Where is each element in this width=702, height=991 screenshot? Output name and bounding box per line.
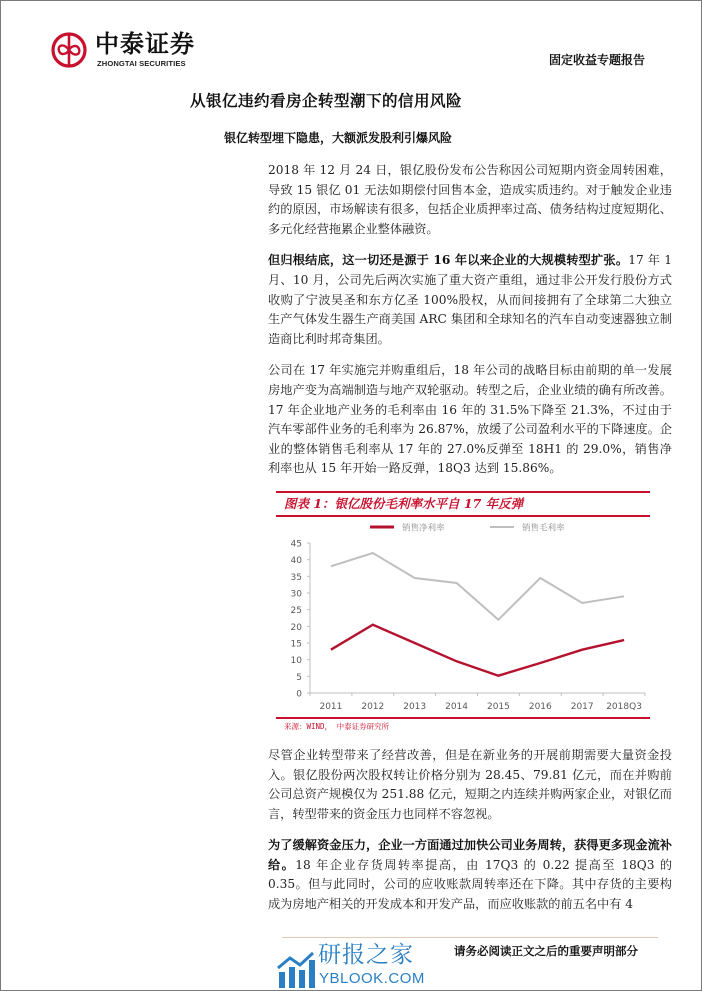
y-axis [291,539,310,699]
x-tick-label: 2013 [403,701,427,712]
zhongtai-logo-icon [51,32,87,68]
y-tick-label: 25 [290,606,302,617]
rising-chart-icon [276,950,316,988]
series-line-net-margin [331,625,624,676]
x-tick-label: 2018Q3 [606,701,642,712]
chart-legend [370,522,565,533]
footer-rule [282,937,658,938]
report-type-label: 固定收益专题报告 [548,53,645,67]
watermark-chinese: 研报之家 [318,942,414,968]
y-tick-label: 0 [296,689,302,700]
y-tick-label: 10 [290,656,302,667]
watermark-english: YBLOOK.COM [319,970,425,987]
y-tick-label: 5 [296,672,302,683]
x-tick-label: 2015 [486,701,510,712]
company-logo [45,28,225,72]
watermark-logo [276,942,446,988]
legend-label: 销售净利率 [402,523,445,534]
page-title: 从银亿违约看房企转型潮下的信用风险 [190,91,463,110]
paragraph-text: 18 年企业存货周转率提高，由 17Q3 的 0.22 提高至 18Q3 的 0.35。但与此同时，公司的应收账款周转率还在下降。其中存货的主要构成为房地产相关的开发成本和开发产品，而应收账款的前五名中有 4 [268,857,673,912]
paragraph-text: 尽管企业转型带来了经营改善，但是在新业务的开展前期需要大量资金投入。银亿股份两次股权转让价格分别为 28.45、79.81 亿元，而在并购前公司总资产规模仅为 251.88 亿元，短期之内连续并购两家企业，对银亿而言，转型带来的资金压力也同样不容忽视。 [268,747,672,821]
paragraph-2 [268,251,672,349]
figure-top-rule [276,491,650,493]
paragraph-3 [268,361,672,479]
y-tick-label: 15 [290,639,302,650]
paragraph-lead: 但归根结底，这一切还是源于 16 年以来企业的大规模转型扩张。 [268,253,629,268]
legend-label: 销售毛利率 [522,523,565,534]
margin-line-chart [270,517,655,717]
figure-bottom-rule [276,717,650,719]
y-tick-label: 35 [290,572,302,583]
logo-english-name: ZHONGTAI SECURITIES [97,59,186,68]
y-tick-label: 45 [290,539,302,550]
paragraph-4 [268,746,672,824]
series-line-gross-margin [331,553,624,620]
section-subtitle: 银亿转型埋下隐患，大额派发股利引爆风险 [224,131,453,145]
figure [268,491,672,732]
x-tick-label: 2012 [361,701,385,712]
x-axis [310,693,645,712]
figure-source: 来源：WIND， 中泰证券研究所 [284,721,390,731]
paragraph-text: 公司在 17 年实施完并购重组后，18 年公司的战略目标由前期的单一发展房地产变为高端制造与地产双轮驱动。转型之后，企业业绩的确有所改善。17 年企业地产业务的毛利率由 16 年的 31.5%下降至 21.3%，不过由于汽车零部件业务的毛利率为 26.87%，放缓了公司盈利水平的下降速度。企业的整体销售毛利率从 17 年的 27.0%反弹至 18H1 的 29.0%，销售净利率也从 15 年开始一路反弹，18Q3 达到 15.86%。 [268,363,672,476]
paragraph-text: 2018 年 12 月 24 日，银亿股份发布公告称因公司短期内资金周转困难，导致 15 银亿 01 无法如期偿付回售本金，造成实质违约。对于触发企业违约的原因，市场解读有很多，包括企业质押率过高、债务结构过度短期化、多元化经营拖累企业整体融资。 [268,163,672,236]
paragraph-1 [268,161,672,239]
disclaimer-note: 请务必阅读正文之后的重要声明部分 [454,944,638,958]
paragraph-5 [268,836,672,914]
x-tick-label: 2011 [319,701,343,712]
body-column [268,161,672,927]
paragraph-text: 17 年 1 月、10 月，公司先后两次实施了重大资产重组，通过非公开发行股份方式收购了宁波昊圣和东方亿圣 100%股权，从而间接拥有了全球第二大独立生产气体发生器生产商美国 ARC 集团和全球知名的汽车自动变速器独立制造商比利时邦奇集团。 [268,253,672,346]
paragraph-lead: 为了缓解资金压力，企业一方面通过加快公司业务周转，获得更多现金流补给。 [268,838,672,872]
logo-chinese-name: 中泰证券 [95,30,195,58]
y-tick-label: 20 [290,622,302,633]
y-tick-label: 40 [290,556,302,567]
x-tick-label: 2014 [445,701,469,712]
x-tick-label: 2016 [528,701,552,712]
figure-title: 图表 1：银亿股份毛利率水平自 17 年反弹 [284,495,524,511]
y-tick-label: 30 [290,589,302,600]
chart-series [331,553,624,676]
x-tick-label: 2017 [570,701,594,712]
